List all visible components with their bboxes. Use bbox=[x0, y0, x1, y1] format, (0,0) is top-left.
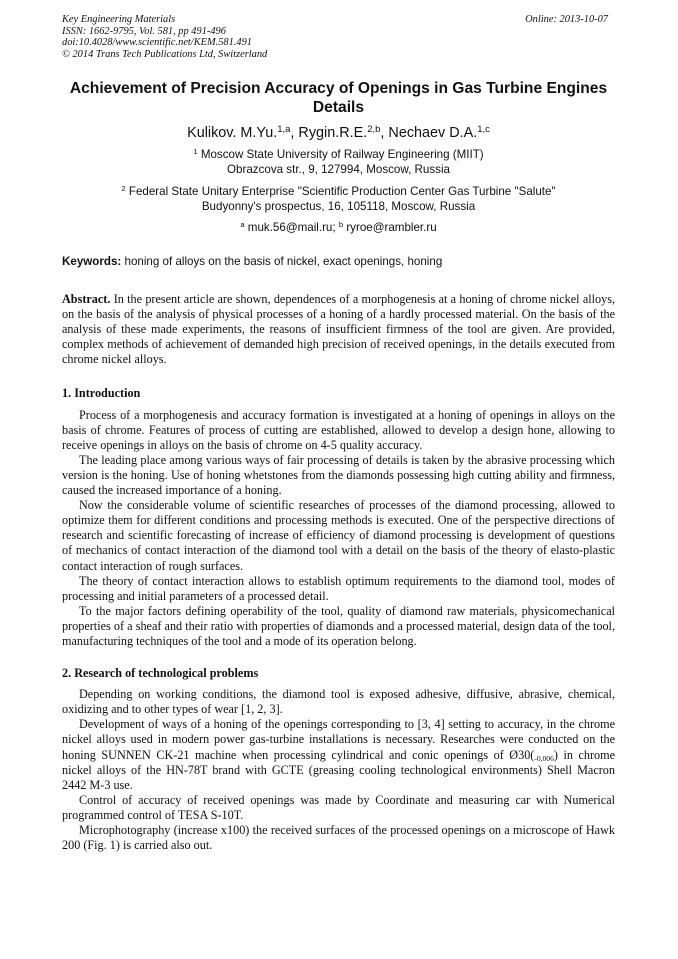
paragraph: The theory of contact interaction allows to establish optimum requirements to the diamond tool, modes of processing and initial parameters of a processed detail. bbox=[62, 573, 615, 603]
paragraph: Depending on working conditions, the diamond tool is exposed adhesive, diffusive, abrasive, chemical, oxidizing and to other types of wear [1, 2, 3]. bbox=[62, 687, 615, 717]
abstract-text: In the present article are shown, dependences of a morphogenesis at a honing of chrome nickel alloys, on the basis of the analysis of physical processes of a honing of a hardly processed material. On the basis of the analysis of these made experiments, the reasons of insufficient firmness of the tool are given. Are provided, complex methods of achievement of demanded high precision of received openings, in the details executed from chrome nickel alloys. bbox=[62, 292, 615, 367]
paper-title: Achievement of Precision Accuracy of Openings in Gas Turbine Engines Details bbox=[69, 80, 608, 116]
author-name: Nechaev D.A. bbox=[388, 125, 478, 141]
abstract-label: Abstract. bbox=[62, 292, 111, 306]
paragraph: Control of accuracy of received openings was made by Coordinate and measuring car with Numerical programmed control of TESA S-10T. bbox=[62, 792, 615, 822]
paragraph: Now the considerable volume of scientific researches of processes of the diamond processing, allowed to optimize them for different conditions and processing methods is executed. One of the perspective directions of research and scientific forecasting of increase of efficiency of diamond processing is development of questions of mechanics of contact interaction of the diamond tool with a detail on the basis of the theory of elasto-plastic contact interaction of rough surfaces. bbox=[62, 498, 615, 573]
affil-line: Federal State Unitary Enterprise "Scientific Production Center Gas Turbine "Salute" bbox=[128, 185, 556, 198]
keywords-text: honing of alloys on the basis of nickel, exact openings, honing bbox=[124, 255, 443, 268]
paragraph-text: Development of ways of a honing of the openings corresponding to [3, 4] setting to accuracy, in the chrome nickel alloys used in modern power gas-turbine installations is necessary. Researches were conducted on the honing SUNNEN CK-21 machine when processing cylindrical and conic openings of Ø30( bbox=[62, 717, 615, 762]
author-name: Kulikov. M.Yu. bbox=[187, 125, 278, 141]
author-list bbox=[62, 124, 615, 142]
journal-name: Key Engineering Materials bbox=[62, 14, 176, 25]
email-mark-b: b bbox=[338, 219, 344, 229]
keywords-label: Keywords: bbox=[62, 255, 122, 268]
paragraph-text: ) in chrome nickel alloys of the HN-78T brand with GCTE (greasing cooling technological environments) Shell Macron 2442 M-3 use. bbox=[62, 747, 615, 792]
author-affil-mark: 1,a bbox=[277, 123, 291, 135]
affil-number: 1 bbox=[193, 146, 198, 156]
affil-line: Moscow State University of Railway Engineering (MIIT) bbox=[200, 148, 484, 161]
affiliation-2 bbox=[62, 185, 615, 214]
author-separator: , bbox=[380, 125, 389, 141]
affil-address: Obrazcova str., 9, 127994, Moscow, Russia bbox=[227, 162, 450, 176]
paragraph: To the major factors defining operability of the tool, quality of diamond raw materials, physicomechanical properties of a sheaf and their ratio with properties of diamonds and a processed material, design data of the tool, manufacturing techniques of the tool and a mode of its operation belong. bbox=[62, 603, 615, 648]
paragraph bbox=[62, 717, 615, 792]
affil-address: Budyonny's prospectus, 16, 105118, Moscow, Russia bbox=[201, 199, 476, 213]
email-a: muk.56@mail.ru; bbox=[247, 221, 336, 234]
author-name: Rygin.R.E. bbox=[298, 125, 368, 141]
email-b: ryroe@rambler.ru bbox=[346, 221, 437, 234]
paper-body bbox=[62, 292, 615, 853]
paragraph: Process of a morphogenesis and accuracy formation is investigated at a honing of openings in alloys on the basis of chrome. Features of process of cutting are established, allowed to develop a design hone, allowing to receive openings in alloys on the basis of chrome on 4-5 quality accuracy. bbox=[62, 407, 615, 452]
section-heading: 1. Introduction bbox=[62, 386, 141, 401]
author-affil-mark: 2,b bbox=[367, 123, 381, 135]
keywords bbox=[62, 255, 615, 269]
abstract bbox=[62, 292, 615, 367]
doi-line: doi:10.4028/www.scientific.net/KEM.581.491 bbox=[62, 37, 252, 49]
section-heading: 2. Research of technological problems bbox=[62, 666, 259, 681]
paragraph: Microphotography (increase x100) the received surfaces of the processed openings on a microscope of Hawk 200 (Fig. 1) is carried also out. bbox=[62, 823, 615, 853]
journal-header bbox=[62, 14, 608, 60]
author-separator: , bbox=[290, 125, 299, 141]
affil-number: 2 bbox=[121, 183, 126, 193]
paragraph: The leading place among various ways of fair processing of details is taken by the abrasive processing which version is the honing. Use of honing whetstones from the diamonds possessing high cutting ability and firmness, caused the increased importance of a honing. bbox=[62, 452, 615, 498]
email-line bbox=[62, 221, 615, 236]
copyright-line: © 2014 Trans Tech Publications Ltd, Switzerland bbox=[62, 48, 268, 60]
online-date: Online: 2013-10-07 bbox=[525, 14, 608, 25]
affiliation-1 bbox=[62, 148, 615, 177]
author-affil-mark: 1,c bbox=[477, 123, 490, 135]
email-mark-a: a bbox=[240, 219, 245, 229]
issn-line: ISSN: 1662-9795, Vol. 581, pp 491-496 bbox=[62, 25, 226, 37]
tolerance-subscript: -0,006 bbox=[534, 753, 554, 763]
